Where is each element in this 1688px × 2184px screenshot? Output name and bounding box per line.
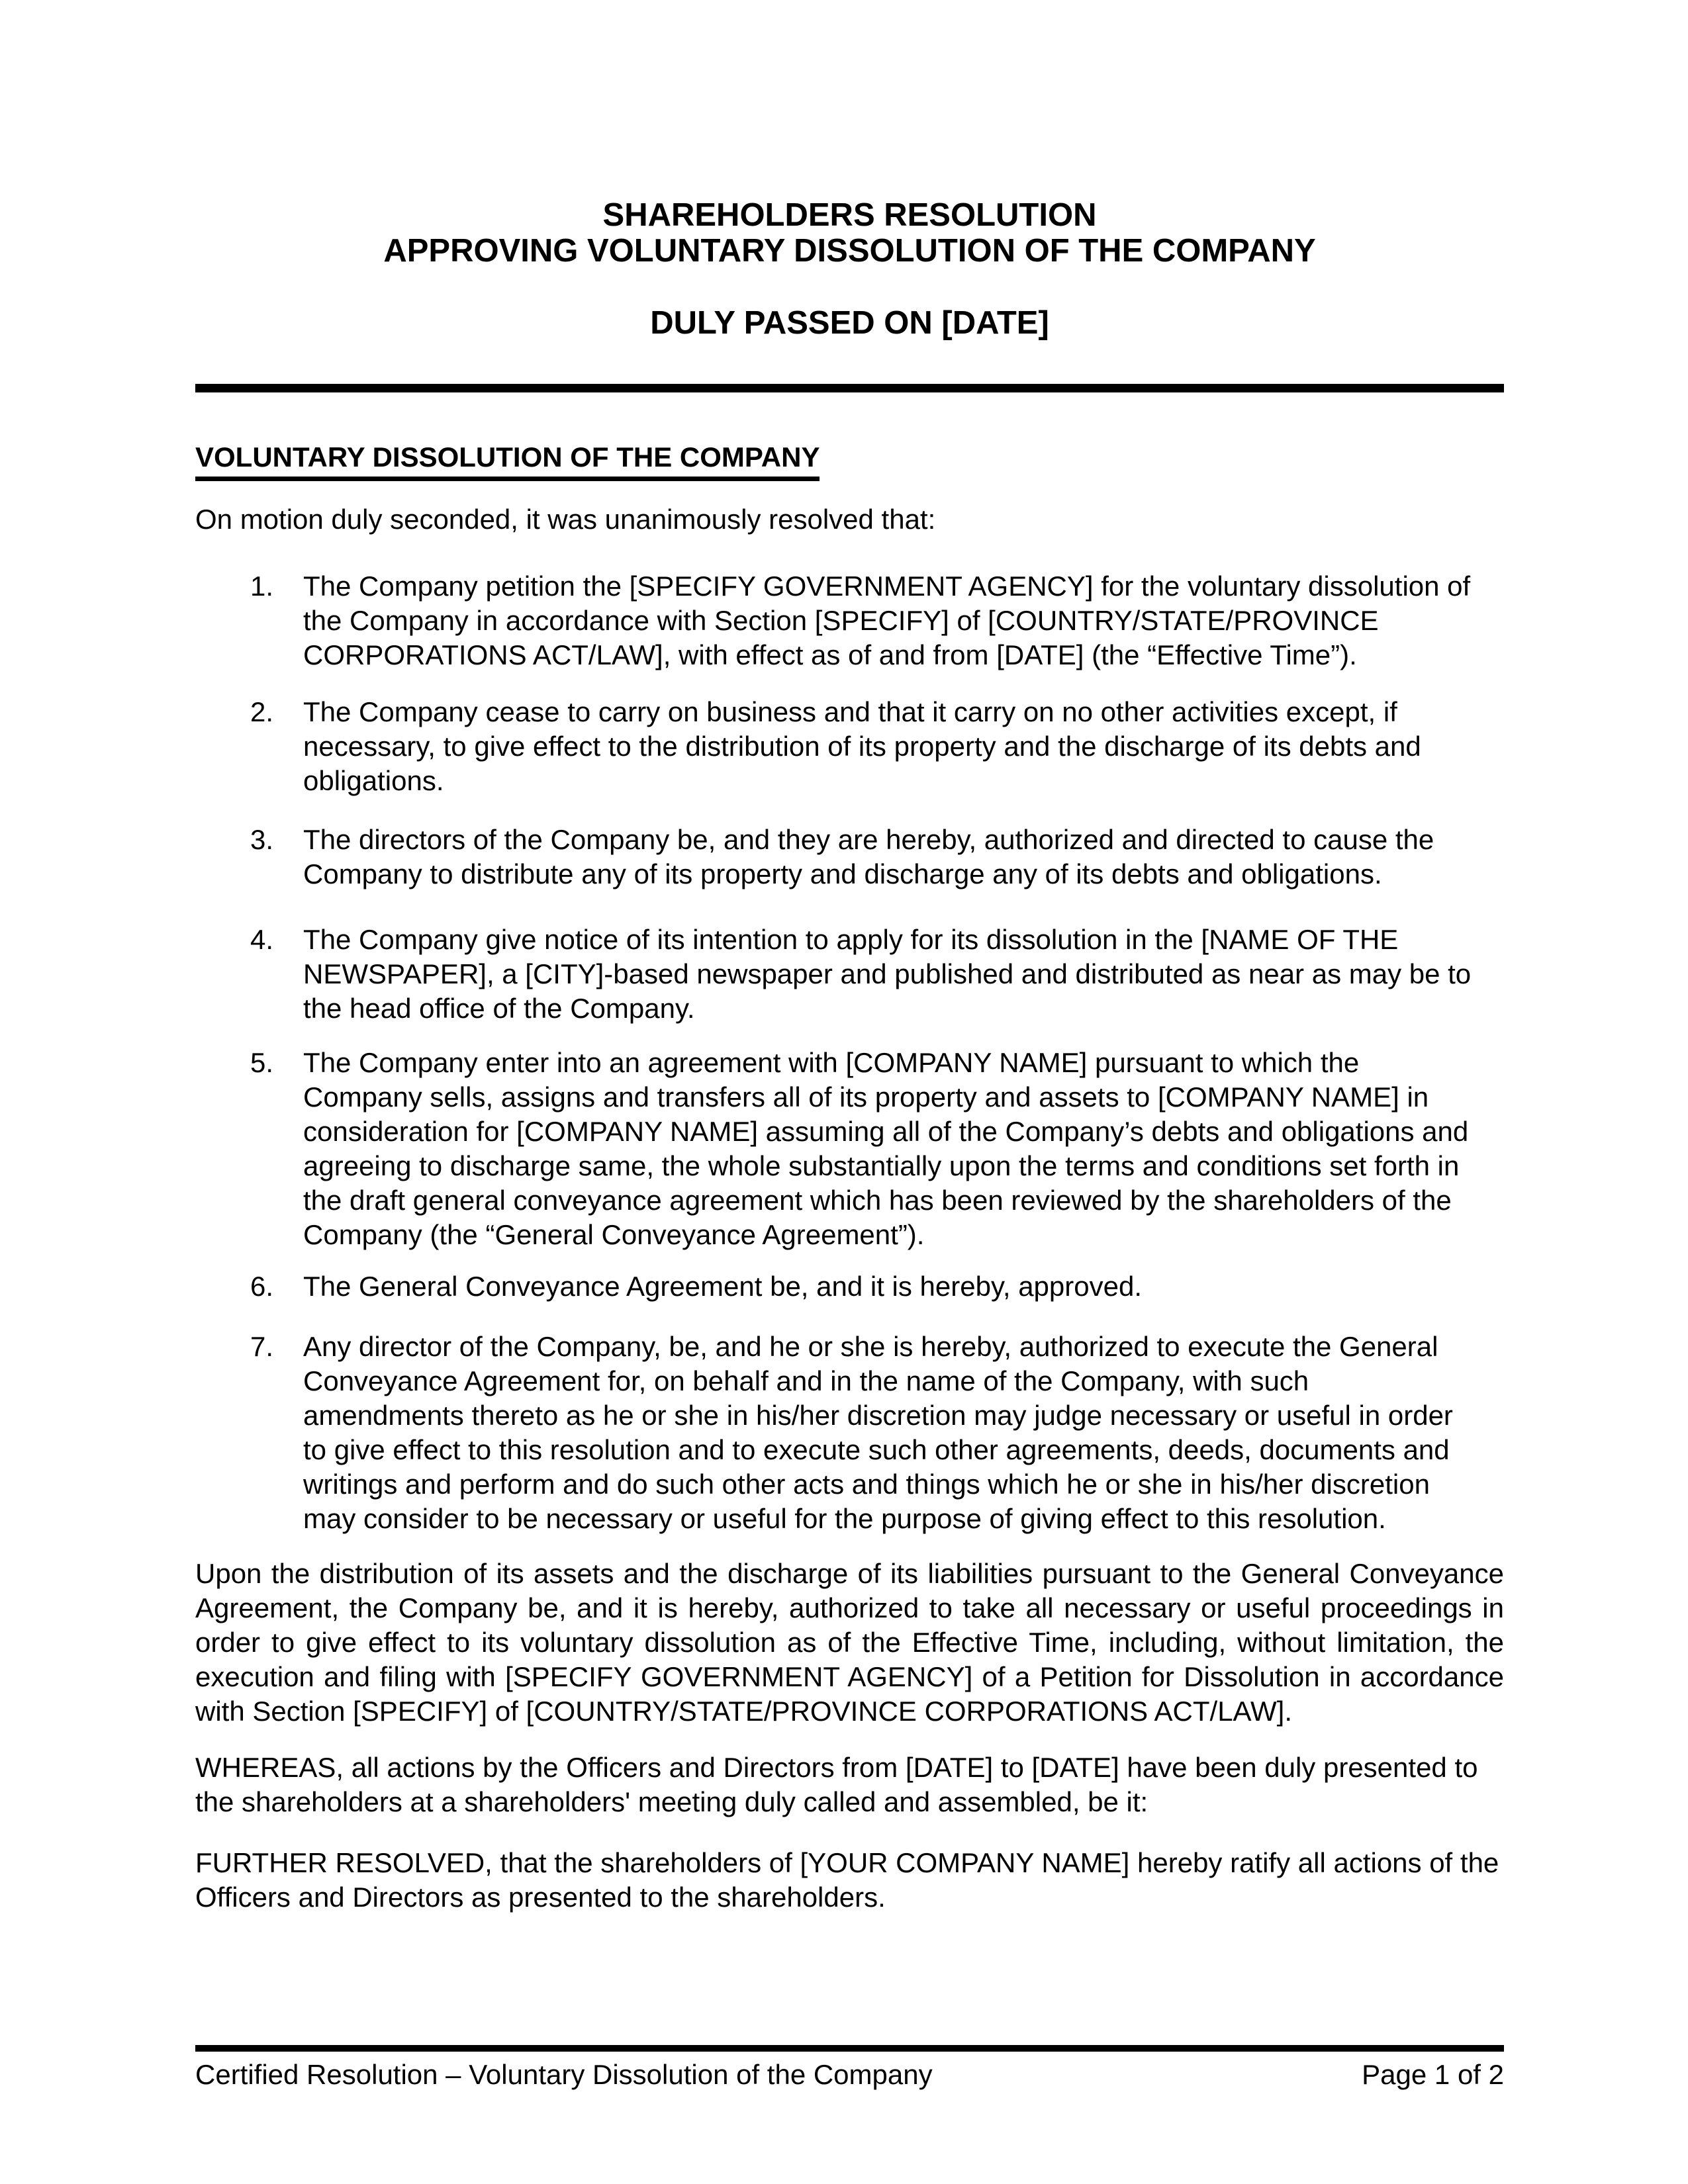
resolution-item bbox=[250, 1330, 1475, 1536]
page-footer bbox=[195, 2045, 1504, 2092]
resolution-item bbox=[250, 1046, 1475, 1252]
duly-passed-line: DULY PASSED ON [DATE] bbox=[650, 305, 1049, 341]
footer-document-title: Certified Resolution – Voluntary Dissolution of the Company bbox=[195, 2059, 933, 2090]
resolution-number: 3. bbox=[250, 824, 274, 855]
footer-page-number: Page 1 of 2 bbox=[1362, 2059, 1504, 2090]
document-title bbox=[195, 197, 1504, 269]
resolution-number: 4. bbox=[250, 924, 274, 955]
resolution-text: The Company petition the [SPECIFY GOVERNMENT AGENCY] for the voluntary dissolution of the Company in accordance with Section [SPECIFY] of [COUNTRY/STATE/PROVINCE CORPORATIONS ACT/LAW], with effect as of and from [DATE] (the “Effective Time”). bbox=[303, 570, 1471, 670]
header-rule bbox=[195, 384, 1504, 392]
resolution-text: Any director of the Company, be, and he or she is hereby, authorized to execute the General Conveyance Agreement for, on behalf and in the name of the Company, with such amendments thereto as he or she in his/her discretion may judge necessary or useful in order to give effect to this resolution and to execute such other agreements, deeds, documents and writings and perform and do such other acts and things which he or she in his/her discretion may consider to be necessary or useful for the purpose of giving effect to this resolution. bbox=[303, 1331, 1453, 1534]
resolution-text: The Company cease to carry on business and that it carry on no other activities except, if necessary, to give effect to the distribution of its property and the discharge of its debts and obligations. bbox=[303, 696, 1421, 796]
section-heading bbox=[195, 440, 1504, 481]
document-title-line1: SHAREHOLDERS RESOLUTION bbox=[602, 197, 1097, 233]
resolutions-list bbox=[195, 569, 1504, 1536]
paragraph-whereas: WHEREAS, all actions by the Officers and Directors from [DATE] to [DATE] have been duly presented to the shareholders at a shareholders' meeting duly called and assembled, be it: bbox=[195, 1752, 1478, 1817]
resolution-text: The directors of the Company be, and they are hereby, authorized and directed to cause the Company to distribute any of its property and discharge any of its debts and obligations. bbox=[303, 824, 1434, 889]
footer-line bbox=[195, 2058, 1504, 2092]
paragraph-upon-distribution: Upon the distribution of its assets and the discharge of its liabilities pursuant to the General Conveyance Agreement, the Company be, and it is hereby, authorized to take all necessary or useful proceedings in order to give effect to its voluntary dissolution as of the Effective Time, including, without limitation, the execution and filing with [SPECIFY GOVERNMENT AGENCY] of a Petition for Dissolution in accordance with Section [SPECIFY] of [COUNTRY/STATE/PROVINCE CORPORATIONS ACT/LAW]. bbox=[195, 1558, 1504, 1727]
resolution-item bbox=[250, 1269, 1475, 1304]
resolution-text: The Company enter into an agreement with [COMPANY NAME] pursuant to which the Company sells, assigns and transfers all of its property and assets to [COMPANY NAME] in consideration for [COMPANY NAME] assuming all of the Company’s debts and obligations and agreeing to discharge same, the whole substantially upon the terms and conditions set forth in the draft general conveyance agreement which has been reviewed by the shareholders of the Company (the “General Conveyance Agreement”). bbox=[303, 1047, 1469, 1250]
section-heading-text: VOLUNTARY DISSOLUTION OF THE COMPANY bbox=[195, 440, 820, 481]
resolution-number: 6. bbox=[250, 1271, 274, 1302]
document-title-line2: APPROVING VOLUNTARY DISSOLUTION OF THE COMPANY bbox=[383, 233, 1316, 269]
intro-paragraph: On motion duly seconded, it was unanimously resolved that: bbox=[195, 504, 936, 535]
resolution-item bbox=[250, 569, 1475, 672]
resolution-number: 1. bbox=[250, 570, 274, 602]
resolution-text: The General Conveyance Agreement be, and it is hereby, approved. bbox=[303, 1271, 1142, 1302]
paragraph-further-resolved: FURTHER RESOLVED, that the shareholders of [YOUR COMPANY NAME] hereby ratify all actions of the Officers and Directors as presented to the shareholders. bbox=[195, 1847, 1499, 1913]
document-content bbox=[195, 0, 1504, 1915]
resolution-item bbox=[250, 823, 1475, 891]
resolution-text: The Company give notice of its intention to apply for its dissolution in the [NAME OF THE NEWSPAPER], a [CITY]-based newspaper and published and distributed as near as may be to the head office of the Company. bbox=[303, 924, 1472, 1024]
resolution-item bbox=[250, 695, 1475, 798]
footer-rule bbox=[195, 2045, 1504, 2052]
resolution-number: 2. bbox=[250, 696, 274, 727]
resolution-number: 7. bbox=[250, 1331, 274, 1362]
resolution-item bbox=[250, 923, 1475, 1026]
resolution-number: 5. bbox=[250, 1047, 274, 1078]
